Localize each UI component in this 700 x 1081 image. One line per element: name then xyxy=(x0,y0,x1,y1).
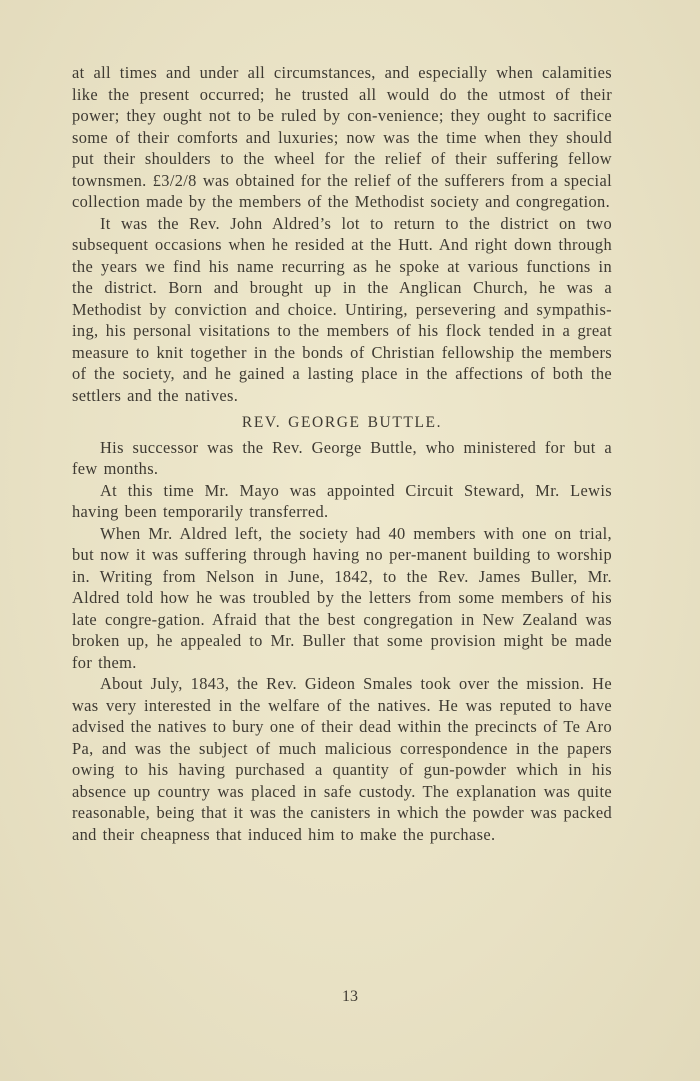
paragraph: About July, 1843, the Rev. Gideon Smales took over the mission. He was very interested in the welfare of the natives. He was reputed to have advised the natives to bury one of their dead within the precincts of Te Aro Pa, and was the subject of much malicious correspondence in the papers owing to his having purchased a quantity of gun-powder which in his absence up country was placed in safe custody. The explanation was quite reasonable, being that it was the canisters in which the powder was packed and their cheapness that induced him to make the purchase. xyxy=(72,674,612,844)
paragraph: It was the Rev. John Aldred’s lot to return to the district on two subsequent occasions when he resided at the Hutt. And right down through the years we find his name recurring as he spoke at various functions in the district. Born and brought up in the Anglican Church, he was a Methodist by conviction and choice. Untiring, persevering and sympathis-ing, his personal visitations to the members of his flock tended in a great measure to knit together in the bonds of Christian fellowship the members of the society, and he gained a lasting place in the affections of both the settlers and the natives. xyxy=(72,213,612,405)
paragraph: His successor was the Rev. George Buttle, who ministered for but a few months. xyxy=(72,437,612,478)
body-text xyxy=(72,62,612,845)
section-heading: REV. GEORGE BUTTLE. xyxy=(241,414,443,431)
paragraph: at all times and under all circumstances, and especially when calamities like the present occurred; he trusted all would do the utmost of their power; they ought not to be ruled by con-venience; they ought to sacrifice some of their comforts and luxuries; now was the time when they should put their shoulders to the wheel for the relief of their suffering fellow townsmen. £3/2/8 was obtained for the relief of the sufferers from a special collection made by the members of the Methodist society and congregation. xyxy=(72,63,612,211)
page-number: 13 xyxy=(342,988,358,1005)
paragraph: At this time Mr. Mayo was appointed Circuit Steward, Mr. Lewis having been temporarily transferred. xyxy=(72,480,612,521)
paragraph: When Mr. Aldred left, the society had 40 members with one on trial, but now it was suffering through having no per-manent building to worship in. Writing from Nelson in June, 1842, to the Rev. James Buller, Mr. Aldred told how he was troubled by the letters from some members of his late congre-gation. Afraid that the best congregation in New Zealand was broken up, he appealed to Mr. Buller that some provision might be made for them. xyxy=(72,523,612,672)
